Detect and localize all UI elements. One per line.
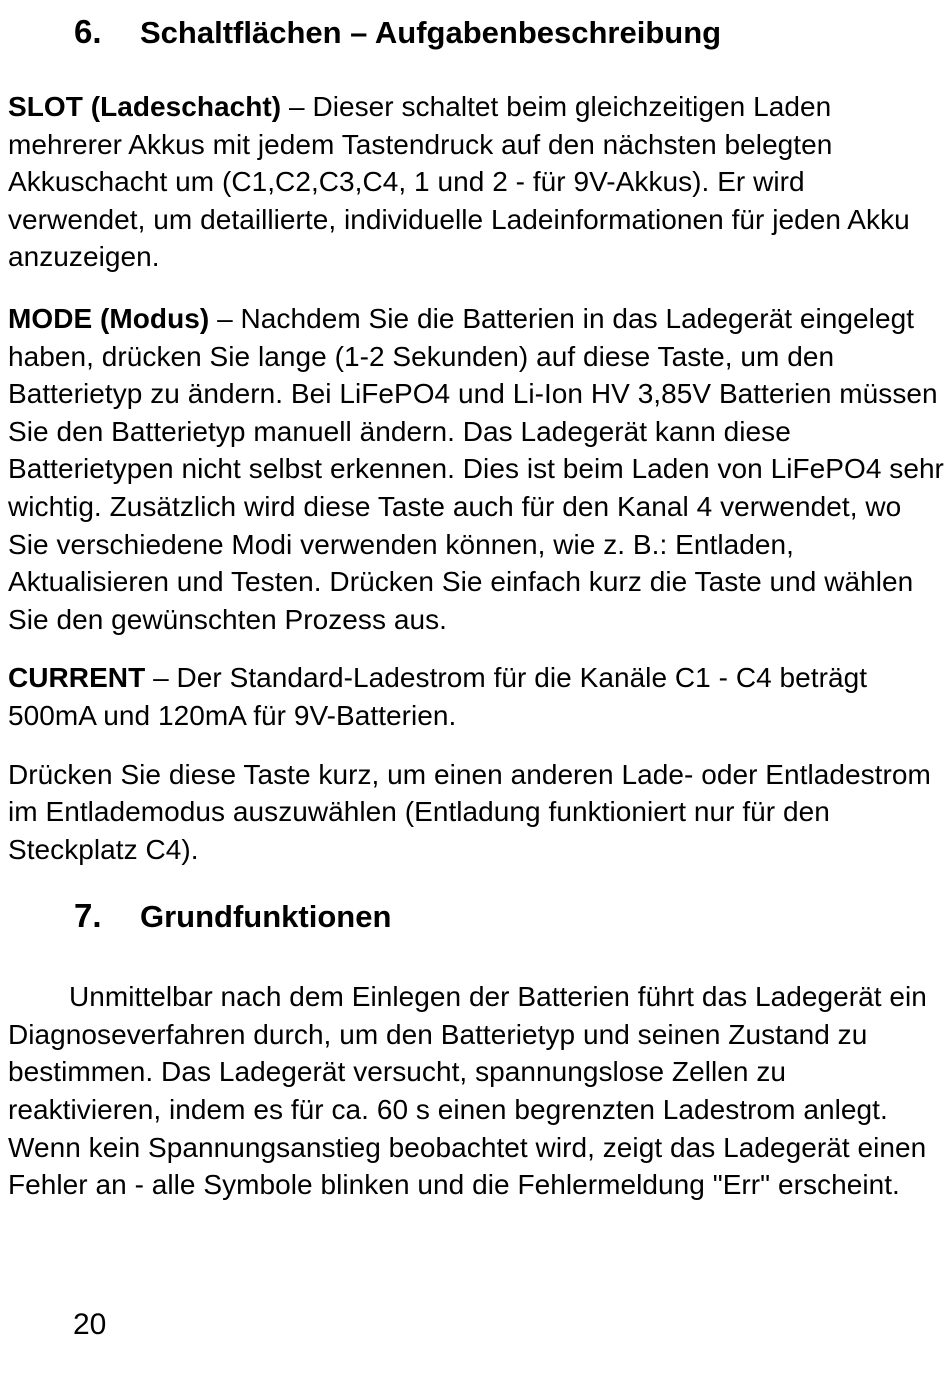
basic-functions-description: Unmittelbar nach dem Einlegen der Batterien führt das Ladegerät ein Diagnoseverfahren durch, um den Batterietyp und seinen Zustand zu bestimmen. Das Ladegerät versucht, spannungslose Zellen zu reaktivieren, indem es für ca. 60 s einen begrenzten Ladestrom anlegt. Wenn kein Spannungsanstieg beobachtet wird, zeigt das Ladegerät einen Fehler an - alle Symbole blinken und die Fehlermeldung "Err" erscheint. — [8, 981, 927, 1201]
current-text: – Der Standard-Ladestrom für die Kanäle C1 - C4 beträgt 500mA und 120mA für 9V-Batterien. — [8, 662, 868, 731]
mode-description — [8, 300, 944, 638]
current-press-description: Drücken Sie diese Taste kurz, um einen anderen Lade- oder Entladestrom im Entlademodus auszuwählen (Entladung funktioniert nur für den Steckplatz C4). — [8, 758, 931, 865]
mode-text: – Nachdem Sie die Batterien in das Ladegerät eingelegt haben, drücken Sie lange (1-2 Sekunden) auf diese Taste, um den Batterietyp zu ändern. Bei LiFePO4 und Li-Ion HV 3,85V Batterien müssen Sie den Batterietyp manuell ändern. Das Ladegerät kann diese Batterietypen nicht selbst erkennen. Dies ist beim Laden von LiFePO4 sehr wichtig. Zusätzlich wird diese Taste auch für den Kanal 4 verwendet, wo Sie verschiedene Modi verwenden können, wie z. B.: Entladen, Aktualisieren und Testen. Drücken Sie einfach kurz die Taste und wählen Sie den gewünschten Prozess aus. — [8, 302, 944, 635]
section-6-heading — [8, 10, 944, 62]
section-7-title: Grundfunktionen — [140, 899, 392, 935]
section-7-number: 7. — [74, 897, 102, 935]
section-6-number: 6. — [74, 13, 102, 50]
slot-description — [8, 88, 944, 276]
current-description — [8, 659, 944, 734]
section-6-title: Schaltflächen – Aufgabenbeschreibung — [140, 15, 722, 50]
slot-text: – Dieser schaltet beim gleichzeitigen Laden mehrerer Akkus mit jedem Tastendruck auf den nächsten belegten Akkuschacht um (C1,C2,C3,C4, 1 und 2 - für 9V-Akkus). Er wird verwendet, um detaillierte, individuelle Ladeinformationen für jeden Akku anzuzeigen. — [8, 91, 910, 273]
current-term: CURRENT — [8, 662, 146, 694]
section-7-heading — [8, 894, 944, 950]
page-number: 20 — [73, 1308, 107, 1341]
mode-term: MODE (Modus) — [8, 302, 210, 334]
slot-term: SLOT (Ladeschacht) — [8, 91, 282, 122]
